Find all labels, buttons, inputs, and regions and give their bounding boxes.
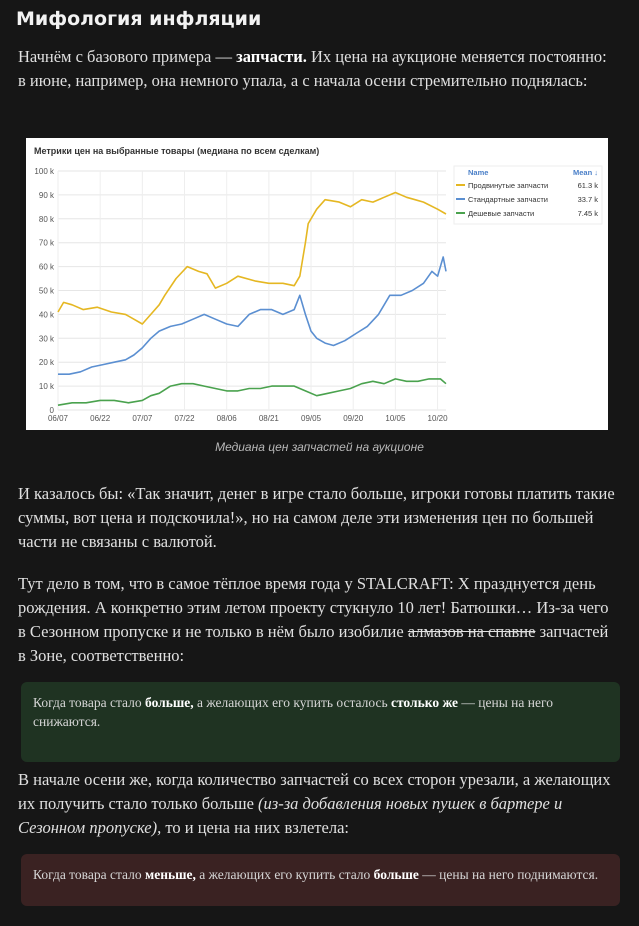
callout-red-c: а желающих его купить стало (195, 867, 374, 882)
y-tick-label: 90 k (38, 190, 54, 200)
paragraph-4 (18, 768, 618, 840)
series-line-1 (58, 257, 446, 374)
p3-text-c: запчастей в Зоне, соответственно: (18, 622, 609, 665)
chart-caption: Медиана цен запчастей на аукционе (215, 440, 424, 454)
series-line-0 (58, 193, 446, 325)
p4-italic: (из-за добавления новых пушек в бартере и Сезонном пропуске), (18, 794, 563, 837)
y-tick-label: 60 k (38, 262, 54, 272)
price-chart-svg (26, 138, 608, 430)
legend-header-mean: Mean ↓ (572, 168, 598, 177)
x-tick-label: 08/21 (258, 414, 279, 423)
x-tick-label: 06/07 (47, 414, 69, 423)
y-tick-label: 30 k (38, 334, 54, 344)
x-tick-label: 10/05 (385, 414, 406, 423)
series-line-2 (58, 379, 446, 405)
intro-paragraph (18, 45, 618, 93)
intro-text-a: Начнём с базового примера — (18, 47, 237, 66)
callout-green-e: — цены на него снижаются. (33, 695, 553, 729)
chart-title: Метрики цен на выбранные товары (медиана по всем сделкам) (34, 146, 320, 156)
paragraph-3 (18, 572, 618, 668)
intro-text-c: Их цена на аукционе меняется постоянно: в июне, например, она немного упала, а с начала осени стремительно поднялась: (18, 47, 607, 90)
paragraph-2: И казалось бы: «Так значит, денег в игре стало больше, игроки готовы платить такие суммы, вот цена и подскочила!», но на самом деле эти изменения цен по большей части не связаны с валютой. (18, 484, 615, 551)
x-tick-label: 07/22 (174, 414, 195, 423)
callout-green-d: столько же (390, 695, 459, 710)
callout-prices-rise (21, 854, 620, 906)
x-tick-label: 06/22 (90, 414, 111, 423)
callout-prices-drop (21, 682, 620, 762)
x-tick-label: 09/05 (301, 414, 322, 423)
legend-mean-0: 61.3 k (577, 181, 598, 190)
section-heading: Мифология инфляции (16, 8, 262, 30)
y-tick-label: 0 (49, 406, 54, 415)
y-tick-label: 70 k (38, 238, 54, 248)
p4-text-c: то и цена на них взлетела: (161, 818, 349, 837)
price-chart (26, 138, 608, 430)
x-tick-label: 08/06 (216, 414, 237, 423)
y-tick-label: 80 k (38, 214, 54, 224)
p3-strikethrough: алмазов на спавне (407, 622, 536, 641)
legend-header-name: Name (468, 168, 489, 177)
x-tick-label: 09/20 (343, 414, 364, 423)
y-tick-label: 100 k (34, 167, 54, 176)
y-tick-label: 50 k (38, 286, 54, 296)
callout-green-a: Когда товара стало (33, 695, 145, 710)
callout-red-e: — цены на него поднимаются. (418, 867, 599, 882)
intro-bold-spare-parts: запчасти. (236, 47, 307, 66)
y-tick-label: 20 k (38, 358, 54, 368)
callout-green-c: а желающих его купить осталось (193, 695, 391, 710)
legend-label-2: Дешевые запчасти (468, 209, 535, 218)
legend-label-0: Продвинутые запчасти (468, 181, 549, 190)
legend-mean-1: 33.7 k (577, 195, 598, 204)
callout-green-b: больше, (145, 695, 194, 710)
callout-red-d: больше (373, 867, 419, 882)
legend-label-1: Стандартные запчасти (468, 195, 548, 204)
y-tick-label: 10 k (38, 382, 54, 392)
legend-mean-2: 7.45 k (577, 209, 598, 218)
callout-red-a: Когда товара стало (33, 867, 145, 882)
x-tick-label: 07/07 (132, 414, 153, 423)
x-tick-label: 10/20 (427, 414, 448, 423)
y-tick-label: 40 k (38, 310, 54, 320)
p3-text-a: Тут дело в том, что в самое тёплое время года у STALCRAFT: X празднуется день рождения. А конкретно этим летом проекту стукнуло 10 лет! Батюшки… Из-за чего в Сезонном пропуске и не только в нём было изобилие (18, 574, 609, 641)
p4-text-a: В начале осени же, когда количество запчастей со всех сторон урезали, а желающих их получить стало только больше (18, 770, 611, 813)
callout-red-b: меньше, (145, 867, 196, 882)
